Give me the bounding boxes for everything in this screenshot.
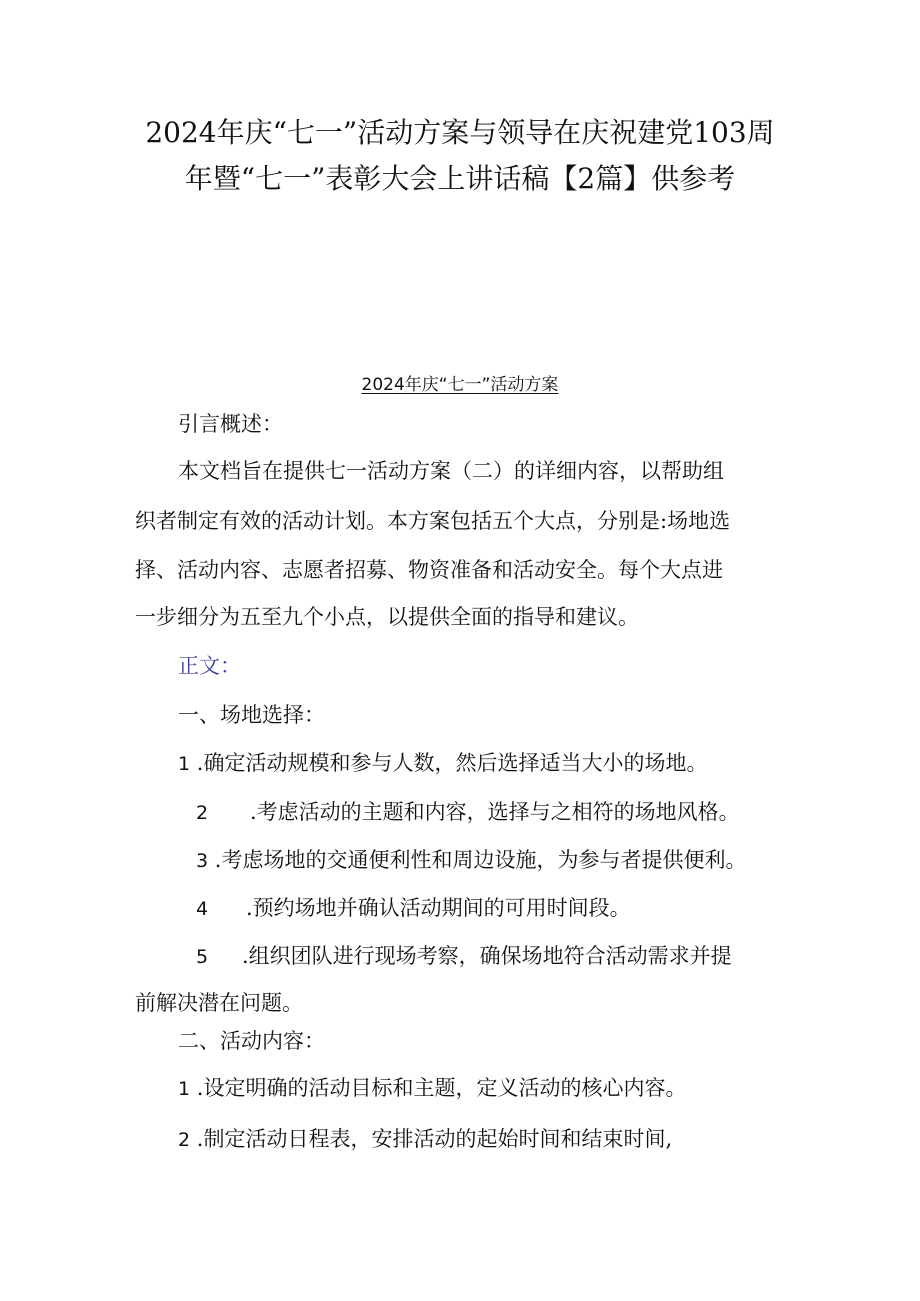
- list-item-number: 4: [196, 898, 209, 920]
- list-item: [196, 941, 732, 972]
- list-item-number: 1: [178, 753, 191, 775]
- document-title-line-2: 年暨“七一”表彰大会上讲话稿【2篇】供参考: [184, 162, 736, 195]
- section-2-heading: 二、活动内容：: [178, 1029, 325, 1053]
- intro-paragraph-line: 择、活动内容、志愿者招募、物资准备和活动安全。每个大点进: [135, 558, 723, 582]
- intro-label: 引言概述：: [178, 412, 283, 436]
- intro-paragraph-line: 一步细分为五至九个小点，以提供全面的指导和建议。: [135, 605, 639, 629]
- list-item-number: 5: [196, 946, 209, 968]
- list-item-continuation: 前解决潜在问题。: [135, 991, 303, 1015]
- list-item-text: .设定明确的活动目标和主题，定义活动的核心内容。: [196, 1076, 687, 1100]
- list-item-text: .组织团队进行现场考察，确保场地符合活动需求并提: [242, 944, 732, 968]
- list-item-number: 2: [178, 1129, 191, 1151]
- list-item-text: .考虑场地的交通便利性和周边设施，为参与者提供便利。: [214, 848, 747, 872]
- list-item: [196, 893, 631, 924]
- list-item-text: .考虑活动的主题和内容，选择与之相符的场地风格。: [250, 800, 740, 824]
- list-item-number: 2: [196, 802, 209, 824]
- list-item-text: .确定活动规模和参与人数，然后选择适当大小的场地。: [196, 751, 708, 775]
- list-item: [178, 1124, 672, 1155]
- list-item-text: .制定活动日程表，安排活动的起始时间和结束时间,: [196, 1127, 673, 1151]
- list-item: [196, 797, 740, 828]
- list-item-number: 1: [178, 1078, 191, 1100]
- list-item: [196, 845, 746, 876]
- document-title-line-1: 2024年庆“七一”活动方案与领导在庆祝建党103周: [145, 116, 775, 149]
- list-item-text: .预约场地并确认活动期间的可用时间段。: [246, 896, 631, 920]
- list-item-number: 3: [196, 850, 209, 872]
- intro-paragraph-line: 织者制定有效的活动计划。本方案包括五个大点，分别是:场地选: [135, 509, 731, 533]
- body-label: 正文：: [178, 654, 241, 678]
- section-heading: 2024年庆“七一”活动方案: [361, 375, 559, 395]
- section-1-heading: 一、场地选择：: [178, 703, 325, 727]
- intro-paragraph-line: 本文档旨在提供七一活动方案（二）的详细内容，以帮助组: [178, 459, 724, 483]
- list-item: [178, 1073, 686, 1104]
- list-item: [178, 748, 707, 779]
